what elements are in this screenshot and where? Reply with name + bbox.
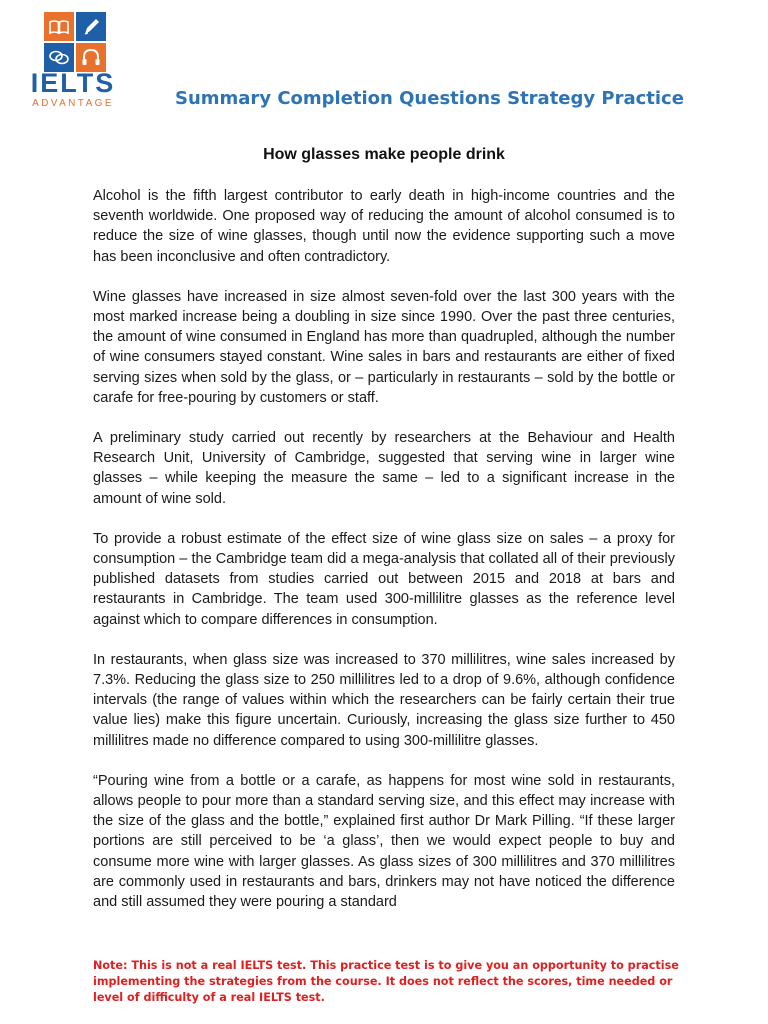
article-title: How glasses make people drink	[263, 146, 505, 163]
ielts-advantage-logo	[16, 8, 130, 108]
paragraph-4: To provide a robust estimate of the effect size of wine glass size on sales – a proxy for consumption – the Cambridge team did a mega-analysis that collated all of their previously published datasets from studies carried out between 2015 and 2018 at bars and restaurants in Cambridge. The team used 300-millilitre glasses as the reference level against which to compare differences in consumption.	[93, 530, 675, 628]
page-heading: Summary Completion Questions Strategy Practice	[175, 88, 684, 109]
paragraph-5: In restaurants, when glass size was increased to 370 millilitres, wine sales increased by 7.3%. Reducing the glass size to 250 millilitres led to a drop of 9.6%, although confidence intervals (the range of values within which the researchers can be fairly certain their true value lies) make this figure uncertain. Curiously, increasing the glass size further to 450 millilitres made no difference compared to using 300-millilitre glasses.	[93, 651, 675, 749]
pen-icon	[76, 12, 106, 41]
disclaimer-note: Note: This is not a real IELTS test. This practice test is to give you an opportunity to practise implementing the strategies from the course. It does not reflect the scores, time needed or level of difficulty of a real IELTS test.	[93, 959, 679, 1005]
paragraph-1: Alcohol is the fifth largest contributor to early death in high-income countries and the seventh worldwide. One proposed way of reducing the amount of alcohol consumed is to reduce the size of wine glasses, though until now the evidence supporting such a move has been inconclusive and often contradictory.	[93, 188, 675, 265]
logo-subtitle: ADVANTAGE	[32, 98, 114, 109]
logo-icon-grid	[44, 12, 108, 74]
article-body	[93, 186, 675, 912]
logo-wordmark: IELTS	[30, 68, 116, 98]
paragraph-2: Wine glasses have increased in size almost seven-fold over the last 300 years with the most marked increase being a doubling in size since 1990. Over the past three centuries, the amount of wine consumed in England has more than quadrupled, although the number of wine consumers stayed constant. Wine sales in bars and restaurants are either of fixed serving sizes when sold by the glass, or – particularly in restaurants – sold by the bottle or carafe for free-pouring by customers or staff.	[93, 288, 675, 406]
book-icon	[44, 12, 74, 41]
paragraph-3: A preliminary study carried out recently by researchers at the Behaviour and Health Research Unit, University of Cambridge, suggested that serving wine in larger wine glasses – while keeping the measure the same – led to a significant increase in the amount of wine sold.	[93, 430, 675, 507]
paragraph-6: “Pouring wine from a bottle or a carafe, as happens for most wine sold in restaurants, allows people to pour more than a standard serving size, and this effect may increase with the size of the glass and the bottle,” explained first author Dr Mark Pilling. “If these larger portions are still perceived to be ‘a glass’, then we would expect people to buy and consume more wine with larger glasses. As glass sizes of 300 millilitres and 370 millilitres are commonly used in restaurants and bars, drinkers may not have noticed the difference and still assumed they were pouring a standard	[93, 772, 675, 911]
